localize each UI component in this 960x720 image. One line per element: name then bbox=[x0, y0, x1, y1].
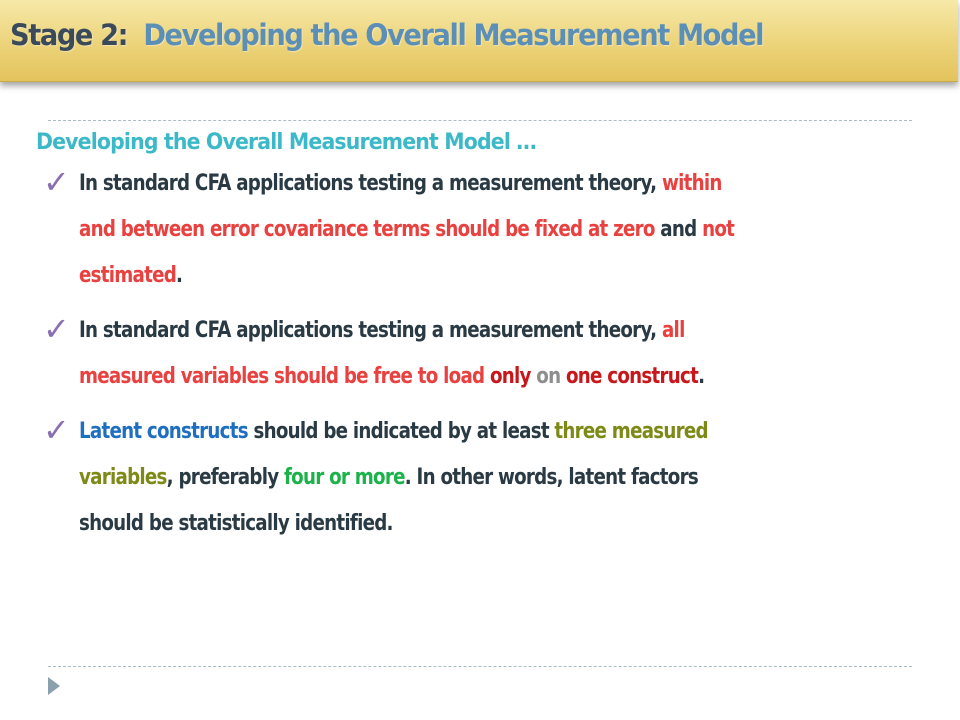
text-segment: should be statistically identified. bbox=[79, 511, 393, 536]
text-segment: on bbox=[530, 364, 566, 389]
bullet-line bbox=[79, 253, 782, 299]
text-segment: within bbox=[661, 171, 722, 196]
bullet-line bbox=[79, 455, 782, 501]
text-segment: and bbox=[654, 217, 703, 242]
text-segment: . bbox=[698, 364, 705, 389]
checkmark-icon: ✓ bbox=[43, 411, 70, 449]
title-main: Developing the Overall Measurement Model bbox=[143, 18, 764, 52]
text-segment: three measured bbox=[554, 419, 708, 444]
title-bar bbox=[0, 0, 958, 82]
text-segment: . In other words, latent factors bbox=[404, 465, 698, 490]
checkmark-icon: ✓ bbox=[43, 310, 70, 348]
bullet-line bbox=[79, 409, 782, 455]
text-segment: should be indicated by at least bbox=[247, 419, 555, 444]
slide-title bbox=[10, 18, 763, 52]
checkmark-icon: ✓ bbox=[43, 163, 70, 201]
bullet-list bbox=[36, 161, 926, 547]
top-dotted-divider bbox=[48, 120, 912, 121]
text-segment: In standard CFA applications testing a measurement theory, bbox=[79, 318, 662, 343]
text-segment: , preferably bbox=[166, 465, 284, 490]
text-segment: all bbox=[661, 318, 685, 343]
text-segment: . bbox=[176, 263, 183, 288]
bottom-dotted-divider bbox=[48, 666, 912, 667]
bullet-line bbox=[79, 308, 782, 354]
bullet-item bbox=[36, 161, 926, 299]
text-segment: not bbox=[702, 217, 735, 242]
bullet-item bbox=[36, 409, 926, 547]
text-segment: Latent constructs bbox=[79, 419, 248, 444]
text-segment: measured variables should be free to load bbox=[79, 364, 490, 389]
bullet-line bbox=[79, 354, 782, 400]
bullet-item bbox=[36, 308, 926, 400]
title-prefix: Stage 2: bbox=[10, 18, 128, 52]
text-segment: variables bbox=[79, 465, 167, 490]
slide-content bbox=[36, 128, 926, 556]
bullet-line bbox=[79, 501, 782, 547]
text-segment: four or more bbox=[283, 465, 405, 490]
triangle-right-icon[interactable] bbox=[48, 677, 60, 695]
subheading: Developing the Overall Measurement Model … bbox=[36, 130, 536, 155]
text-segment: In standard CFA applications testing a measurement theory, bbox=[79, 171, 662, 196]
text-segment: and between error covariance terms should be fixed at zero bbox=[79, 217, 655, 242]
text-segment: estimated bbox=[79, 263, 177, 288]
bullet-line bbox=[79, 207, 782, 253]
text-segment: one construct bbox=[565, 364, 699, 389]
bullet-line bbox=[79, 161, 782, 207]
text-segment: only bbox=[489, 364, 531, 389]
